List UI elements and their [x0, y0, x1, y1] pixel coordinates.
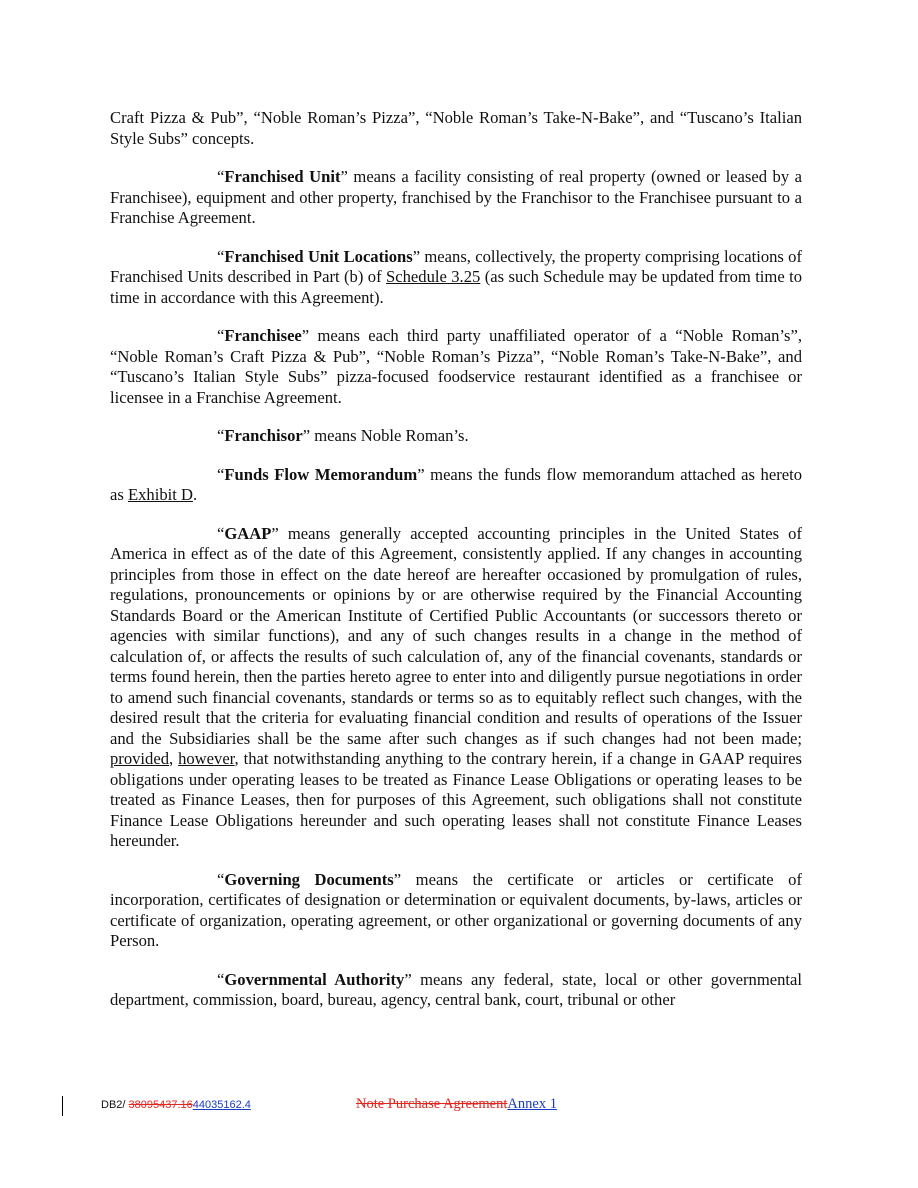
definition-gaap: “GAAP” means generally accepted accounting principles in the United States of America in effect as of the date of this Agreement, consistently applied. If any changes in accounting principles from those in effect on the date hereof are hereafter occasioned by promulgation of rules, regulations, pronouncements or opinions by or are otherwise required by the Financial Accounting Standards Board or the American Institute of Certified Public Accountants (or successors thereto or agencies with similar functions), and any of such changes results in a change in the method of calculation of, or affects the results of such calculation of, any of the financial covenants, standards or terms found herein, then the parties hereto agree to enter into and diligently pursue negotiations in order to amend such financial covenants, standards or terms so as to equitably reflect such changes, with the desired result that the criteria for evaluating financial condition and results of operations of the Issuer and the Subsidiaries shall be the same after such changes as if such changes had not been made; provided, however, that notwithstanding anything to the contrary herein, if a change in GAAP requires obligations under operating leases to be treated as Finance Lease Obligations or operating leases to be treated as Finance Leases, then for purposes of this Agreement, such obligations shall not constitute Finance Lease Obligations hereunder and such operating leases shall not constitute Finance Leases hereunder. — [110, 523, 802, 850]
deleted-document-id: 38095437.16 — [128, 1099, 193, 1111]
exhibit-reference: Exhibit D — [127, 485, 193, 504]
definition-governing-documents: “Governing Documents” means the certificate or articles or certificate of incorporation, certificates of designation or determination or equivalent documents, by-laws, articles or certificate of organization, operating agreement, or other organizational or governing documents of any Person. — [110, 869, 802, 950]
footer-title — [356, 1096, 557, 1113]
defined-term: Funds Flow Memorandum — [224, 464, 418, 484]
definition-franchisor: “Franchisor” means Noble Roman’s. — [217, 426, 469, 445]
paragraph-continuation: Craft Pizza & Pub”, “Noble Roman’s Pizza”, “Noble Roman’s Take-N-Bake”, and “Tuscano’s Italian Style Subs” concepts. — [110, 108, 802, 148]
defined-term: Franchisee — [224, 326, 302, 345]
definition-franchisee: “Franchisee” means each third party unaffiliated operator of a “Noble Roman’s”, “Noble Roman’s Craft Pizza & Pub”, “Noble Roman’s Pizza”, “Noble Roman’s Take-N-Bake”, and “Tuscano’s Italian Style Subs” pizza-focused foodservice restaurant identified as a franchisee or licensee in a Franchise Agreement. — [110, 326, 802, 407]
defined-term: Franchisor — [224, 426, 303, 445]
definition-franchised-unit-locations: “Franchised Unit Locations” means, collectively, the property comprising locations of Franchised Units described in Part (b) of Schedule 3.25 (as such Schedule may be updated from time to time in accordance with this Agreement). — [110, 246, 803, 307]
schedule-reference: Schedule 3.25 — [386, 267, 481, 286]
inserted-title: Annex 1 — [507, 1096, 557, 1112]
defined-term: Governmental Authority — [224, 969, 405, 989]
definition-governmental-authority: “Governmental Authority” means any federal, state, local or other governmental department, commission, board, bureau, agency, central bank, court, tribunal or other — [110, 969, 802, 1009]
definition-funds-flow-memorandum: “Funds Flow Memorandum” means the funds flow memorandum attached as hereto as Exhibit D. — [110, 464, 803, 504]
defined-term: GAAP — [224, 523, 272, 543]
inserted-document-id: 44035162.4 — [192, 1099, 251, 1111]
deleted-title: Note Purchase Agreement — [356, 1096, 508, 1112]
change-bar — [62, 1096, 63, 1116]
defined-term: Franchised Unit Locations — [224, 246, 413, 266]
defined-term: Governing Documents — [224, 869, 394, 889]
document-id: DB2/ 38095437.1644035162.4 — [101, 1099, 251, 1111]
definition-franchised-unit: “Franchised Unit” means a facility consisting of real property (owned or leased by a Franchisee), equipment and other property, franchised by the Franchisor to the Franchisee pursuant to a Franchise Agreement. — [110, 167, 803, 227]
page-footer — [0, 1096, 918, 1120]
defined-term: Franchised Unit — [224, 167, 341, 186]
document-body — [110, 108, 802, 1029]
underlined-however: however — [178, 749, 235, 768]
underlined-provided: provided — [110, 749, 169, 768]
